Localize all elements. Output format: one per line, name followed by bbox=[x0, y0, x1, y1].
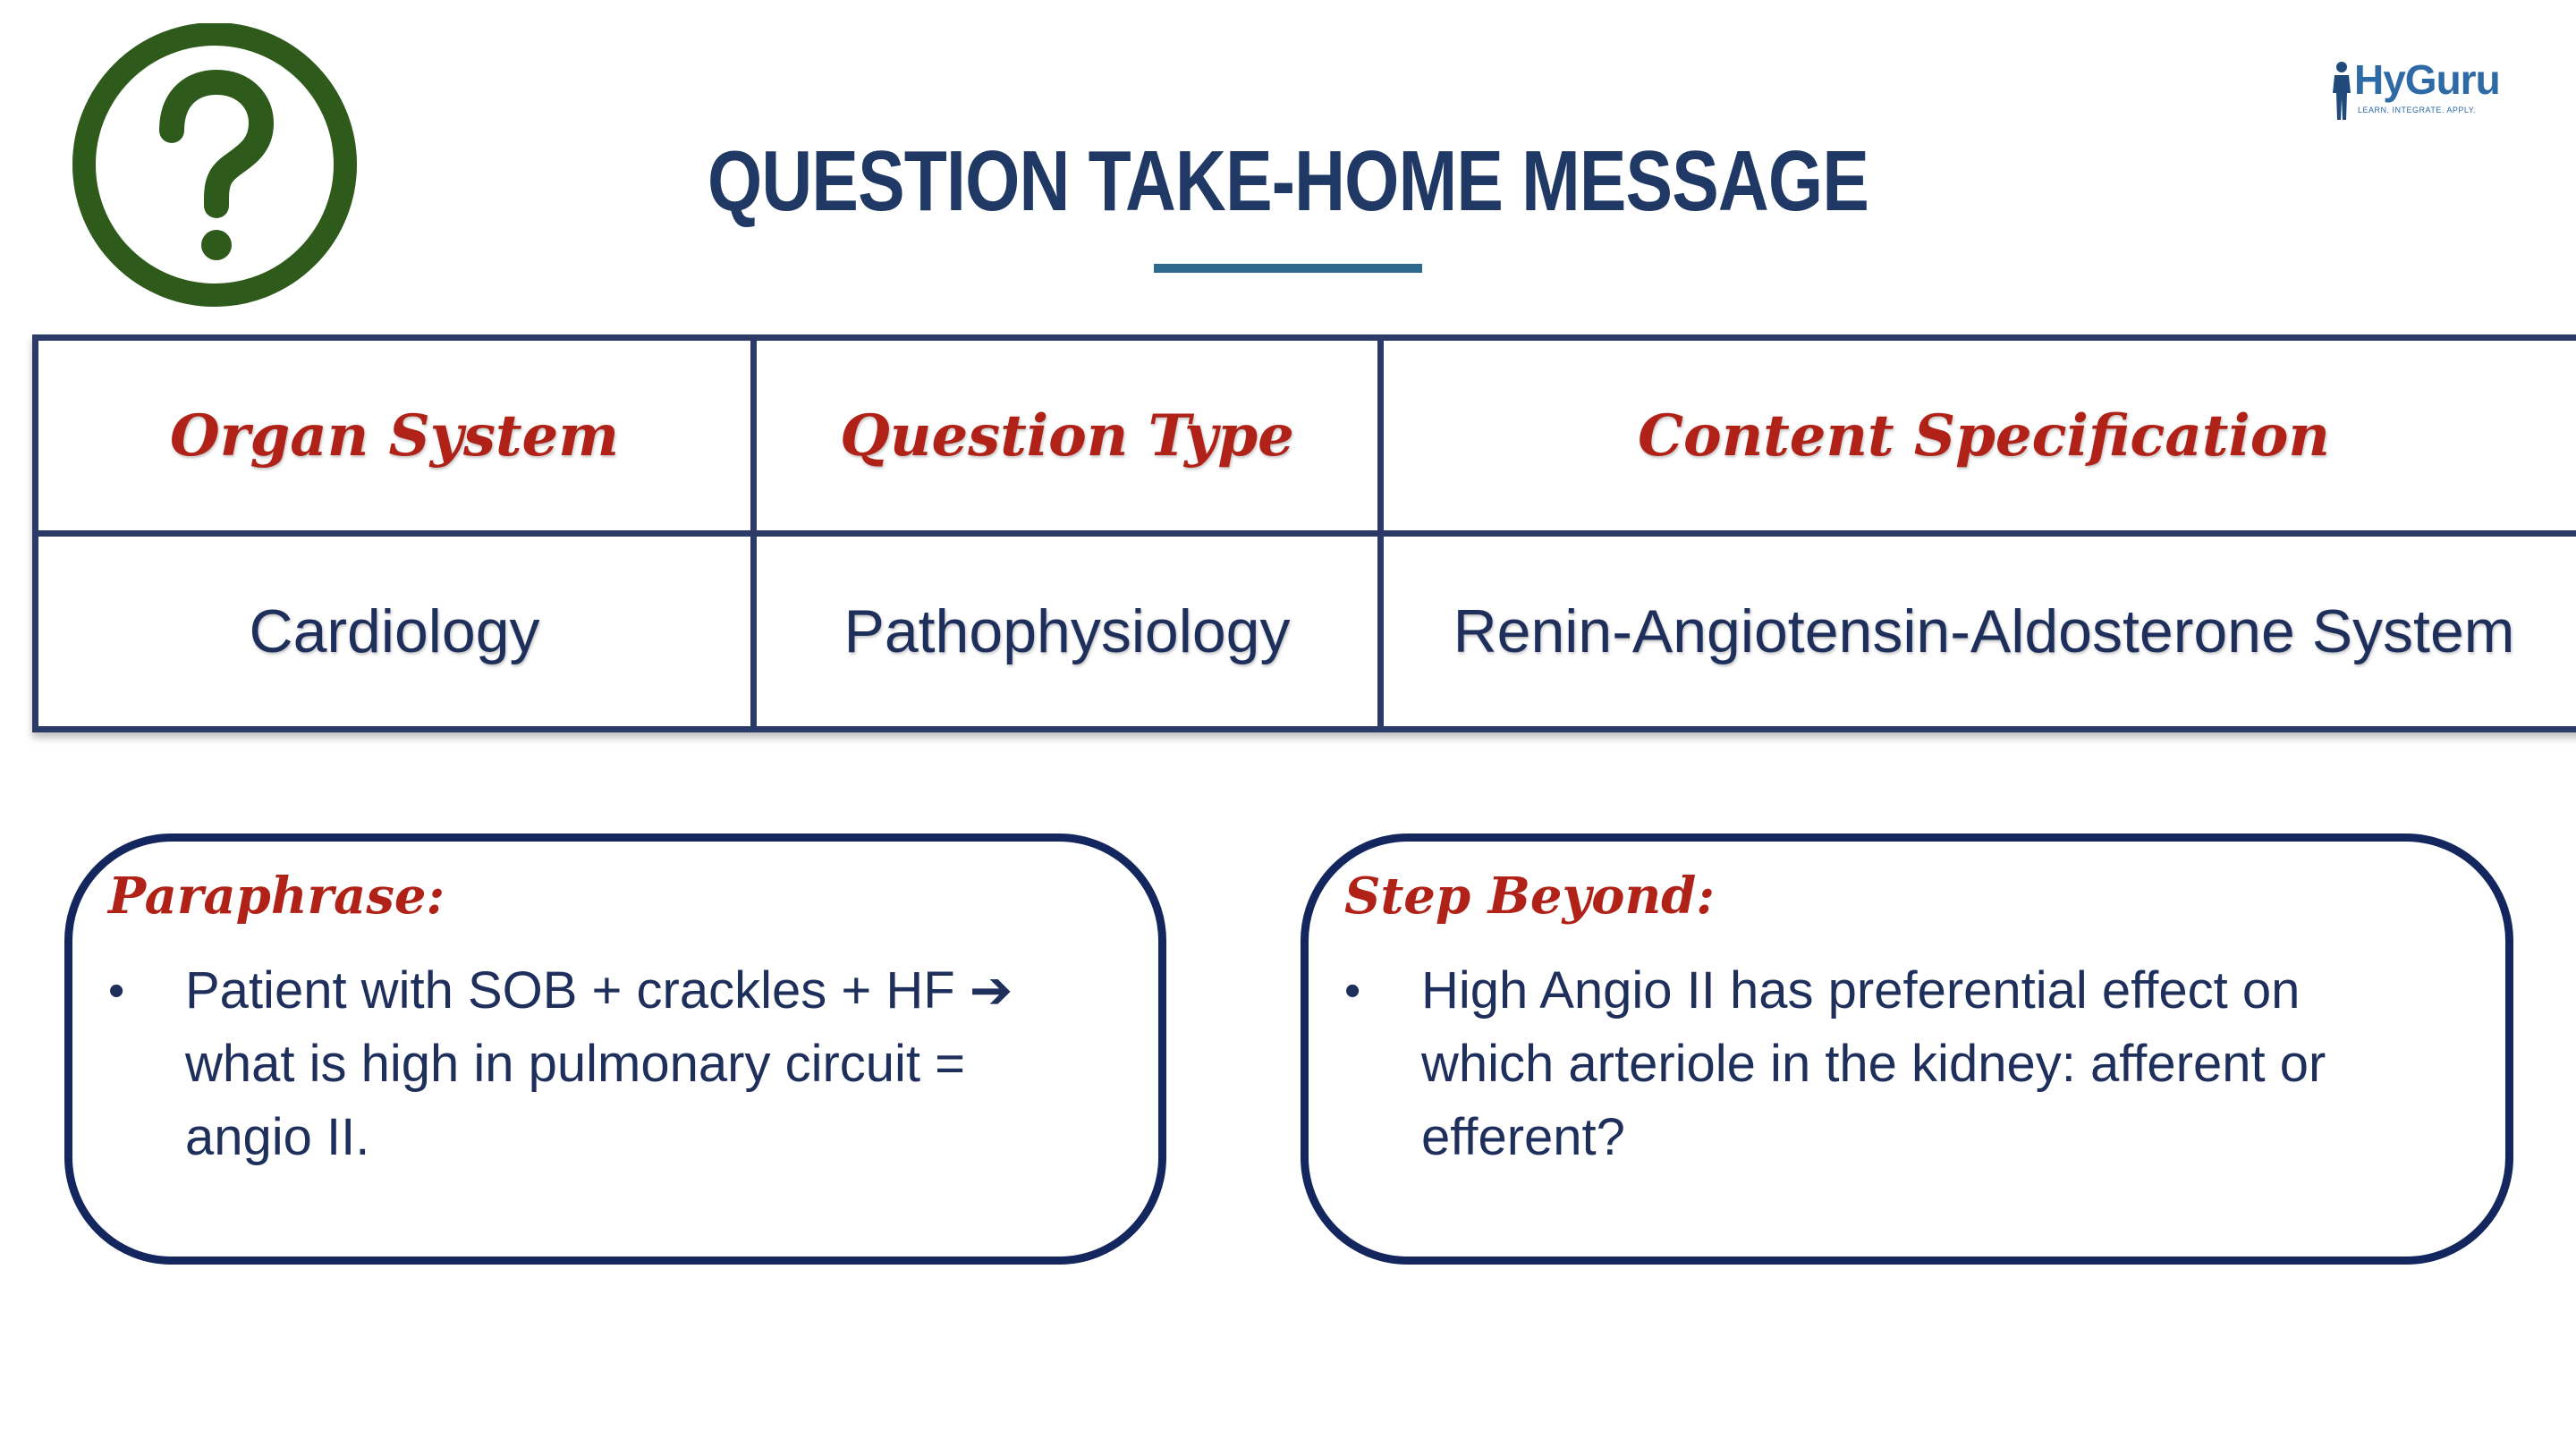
paraphrase-box bbox=[64, 834, 1166, 1265]
list-item bbox=[108, 954, 1038, 1174]
human-figure-icon bbox=[2329, 61, 2354, 122]
step-beyond-text: High Angio II has preferential effect on which arteriole in the kidney: afferent or efferent? bbox=[1421, 961, 2326, 1166]
header-organ-system: Organ System bbox=[36, 338, 754, 534]
bullet-dot: • bbox=[1344, 965, 1361, 1017]
header-content-specification: Content Specification bbox=[1381, 338, 2576, 534]
step-beyond-list bbox=[1344, 954, 2418, 1174]
list-item bbox=[1344, 954, 2418, 1174]
table-row bbox=[36, 534, 2576, 730]
paraphrase-text: Patient with SOB + crackles + HF ➔ what is high in pulmonary circuit = angio II. bbox=[185, 961, 1013, 1166]
bullet-dot: • bbox=[108, 965, 125, 1017]
table-header-row bbox=[36, 338, 2576, 534]
cell-question-type: Pathophysiology bbox=[754, 534, 1381, 730]
logo-tagline: LEARN. INTEGRATE. APPLY. bbox=[2358, 106, 2477, 114]
cell-content-specification: Renin-Angiotensin-Aldosterone System bbox=[1381, 534, 2576, 730]
paraphrase-list bbox=[108, 954, 1038, 1174]
step-beyond-box bbox=[1301, 834, 2513, 1265]
paraphrase-heading: Paraphrase: bbox=[108, 867, 445, 926]
header-question-type: Question Type bbox=[754, 338, 1381, 534]
specification-table bbox=[32, 334, 2576, 732]
step-beyond-heading: Step Beyond: bbox=[1344, 867, 1715, 926]
cell-organ-system: Cardiology bbox=[36, 534, 754, 730]
title-underline bbox=[1154, 264, 1422, 273]
hyguru-logo bbox=[2329, 56, 2508, 134]
page-title: QUESTION TAKE-HOME MESSAGE bbox=[707, 133, 1869, 229]
logo-name: HyGuru bbox=[2354, 56, 2500, 103]
